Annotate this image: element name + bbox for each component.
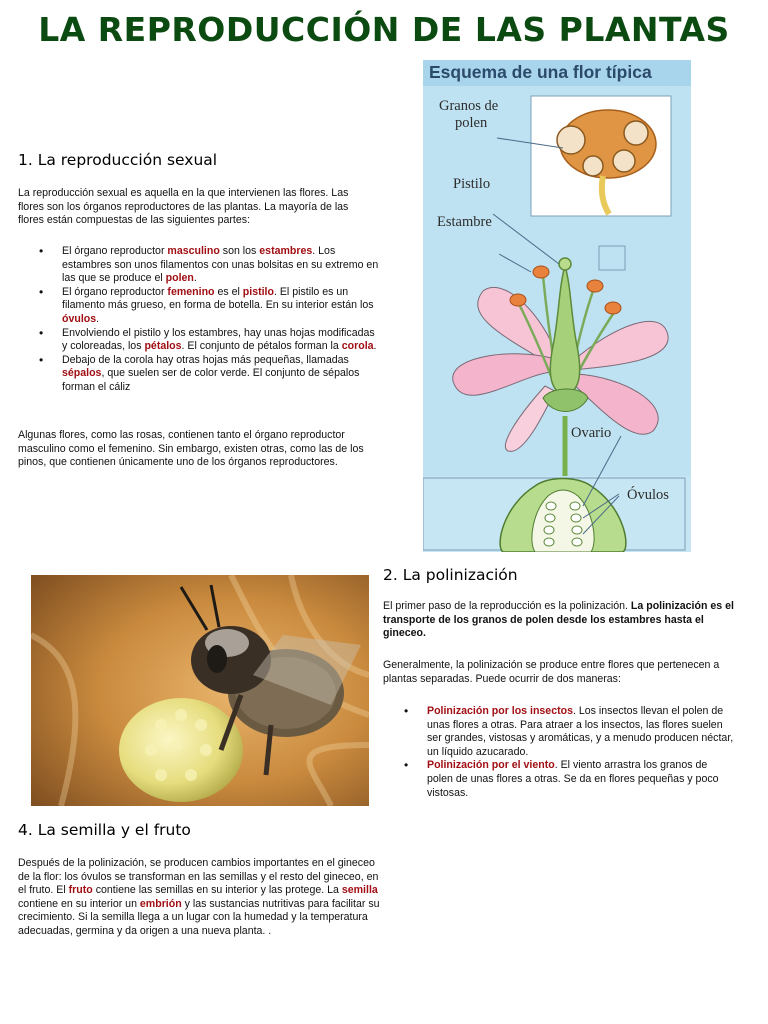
list-item: • Envolviendo el pistilo y los estambres, hay unas hojas modificadas y coloreadas, los pétalos. El conjunto de pétalos forman la corola. [18, 327, 380, 354]
list-item: • El órgano reproductor femenino es el pistilo. El pistilo es un filamento más grueso, en forma de botella. En su interior están los óvulos. [18, 286, 380, 327]
pistil-icon [550, 258, 579, 396]
label-stamen: Estambre [437, 214, 492, 230]
section-4-paragraph: Después de la polinización, se producen cambios importantes en el gineceo de la flor: los óvulos se transforman en las semillas y el resto del gineceo, en el fruto. El fruto contiene las semillas en su interior y las protege. La semilla contiene en su interior un embrión y las sustancias nutritivas para facilitar su crecimiento. Si la semilla llega a un lugar con la humedad y la temperatura adecuadas, germina y da origen a una nueva planta. . [18, 857, 380, 937]
list-item: • Debajo de la corola hay otras hojas más pequeñas, llamadas sépalos, que suelen ser de color verde. El conjunto de sépalos forman el cáliz [18, 354, 380, 395]
list-item: • El órgano reproductor masculino son los estambres. Los estambres son unos filamentos con unas bolsitas en su extremo en las que se produce el polen. [18, 245, 380, 286]
section-2-heading: 2. La polinización [383, 566, 518, 584]
section-2-paragraph-1: El primer paso de la reproducción es la polinización. La polinización es el transporte de los granos de polen desde los estambres hasta el gineceo. [383, 600, 734, 640]
section-1-heading: 1. La reproducción sexual [18, 151, 218, 169]
section-4-heading: 4. La semilla y el fruto [18, 821, 191, 839]
label-ovary: Ovario [571, 425, 612, 441]
pollination-list [383, 705, 735, 800]
section-1-intro: La reproducción sexual es aquella en la que intervienen las flores. Las flores son los órganos reproductores de las plantas. La mayoría de las flores están compuestas de las siguientes partes: [18, 187, 349, 227]
page-title: LA REPRODUCCIÓN DE LAS PLANTAS [38, 10, 730, 49]
section-1-outro: Algunas flores, como las rosas, contienen tanto el órgano reproductor masculino como el femenino. Sin embargo, existen otras, como las de los pinos, que contienen únicamente uno de los órganos reproductores. [18, 429, 364, 469]
label-pollen-grains: Granos de polen [439, 98, 499, 131]
section-2-paragraph-2: Generalmente, la polinización se produce entre flores que pertenecen a plantas separadas. Puede ocurrir de dos maneras: [383, 659, 720, 685]
label-ovules: Óvulos [627, 487, 669, 503]
bee-on-flower-image [31, 575, 369, 806]
label-pistil: Pistilo [453, 176, 491, 192]
list-item: • Polinización por los insectos. Los insectos llevan el polen de unas flores a otras. Para atraer a los insectos, las flores suelen ser grandes, vistosas y aromáticas, y a menudo producen néctar, un líquido azucarado. [383, 705, 735, 759]
parts-list [18, 245, 380, 395]
bee-photo [31, 575, 369, 806]
figure-title: Esquema de una flor típica [429, 62, 652, 82]
flower-illustration [423, 86, 691, 552]
flower-diagram [423, 60, 691, 552]
list-item: • Polinización por el viento. El viento arrastra los granos de polen de unas flores a otras. Se da en flores pequeñas y poco vistosas. [383, 759, 735, 800]
